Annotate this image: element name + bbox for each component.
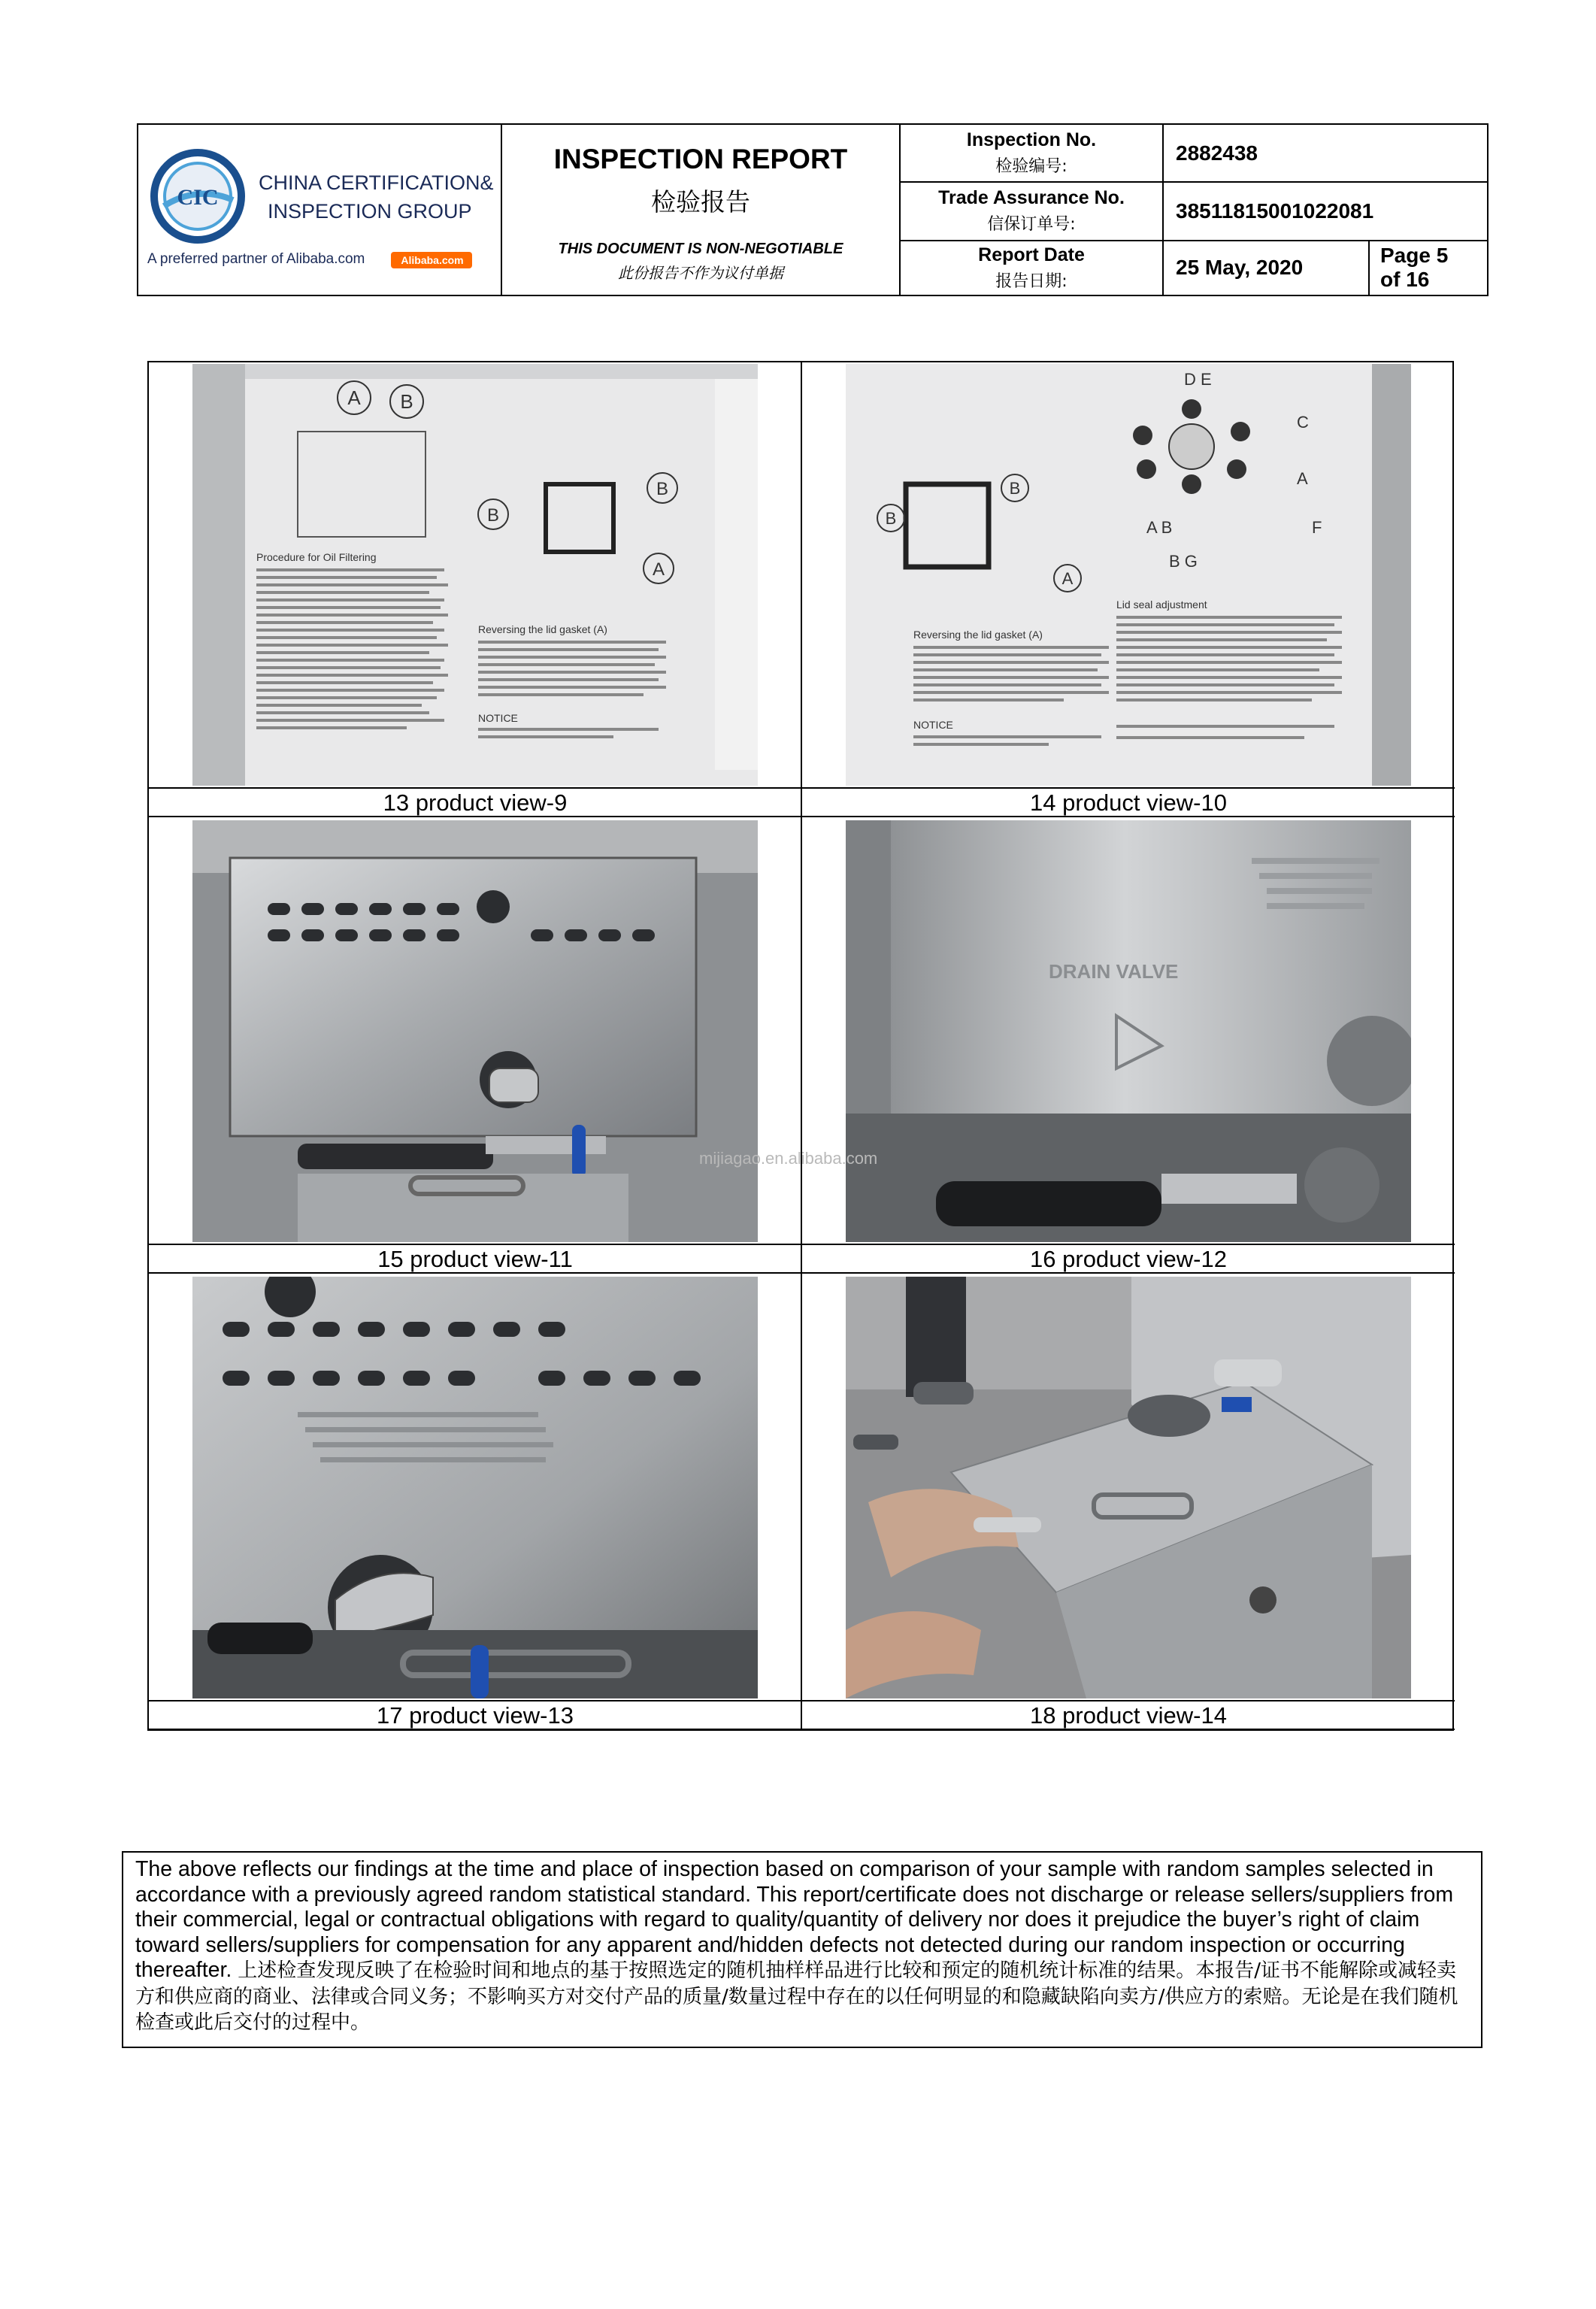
svg-text:B: B xyxy=(656,479,669,499)
report-header xyxy=(137,123,1488,296)
svg-text:DRAIN VALVE: DRAIN VALVE xyxy=(1049,960,1179,983)
report-title: INSPECTION REPORT xyxy=(553,143,848,174)
svg-text:NOTICE: NOTICE xyxy=(478,712,518,724)
product-photo-9 xyxy=(192,364,758,786)
inspection-no-value: 2882438 xyxy=(1176,141,1258,165)
cic-logo-icon xyxy=(149,147,247,245)
svg-text:A B: A B xyxy=(1146,518,1173,537)
svg-text:C: C xyxy=(1297,413,1309,432)
svg-text:A: A xyxy=(652,559,665,580)
svg-text:B: B xyxy=(1009,479,1021,498)
company-name-line1: CHINA CERTIFICATION& xyxy=(259,171,494,194)
trade-assurance-value: 38511815001022081 xyxy=(1176,198,1374,223)
svg-text:D E: D E xyxy=(1184,370,1212,389)
report-date: 25 May, 2020 xyxy=(1164,241,1370,295)
report-title-zh: 检验报告 xyxy=(651,186,750,217)
watermark: mijiagao.en.alibaba.com xyxy=(699,1149,878,1168)
svg-text:B G: B G xyxy=(1169,552,1198,571)
svg-text:B: B xyxy=(885,509,897,528)
trade-assurance-row xyxy=(901,183,1487,241)
svg-text:CIC: CIC xyxy=(177,185,219,210)
report-title-block xyxy=(502,125,901,295)
non-negotiable-notice-zh: 此份报告不作为议付单据 xyxy=(618,263,783,282)
svg-text:Lid seal adjustment: Lid seal adjustment xyxy=(1116,598,1207,611)
report-date-row xyxy=(901,241,1487,295)
disclaimer-text-en: The above reflects our findings at the time and place of inspection based on comparison of your sample with random samples selected in accordance with a previously agreed random statistical standard. This report/certificate does not discharge or release sellers/suppliers from their commercial, legal or contractual obligations with regard to quality/quantity of delivery nor does it prejudice the buyer’s right of claim toward sellers/suppliers for compensation for any apparent and/hidden defects not detected during our random inspection or occurring thereafter. xyxy=(135,1857,1454,1982)
trade-assurance-label: Trade Assurance No. 信保订单号: xyxy=(901,183,1164,239)
page-number: Page 5 of 16 xyxy=(1380,244,1449,292)
svg-text:A: A xyxy=(1061,569,1074,588)
non-negotiable-notice: THIS DOCUMENT IS NON-NEGOTIABLE xyxy=(558,240,843,257)
company-logo-block xyxy=(138,125,502,295)
report-meta-table xyxy=(901,125,1487,295)
alibaba-logo-icon xyxy=(391,250,474,271)
svg-text:Reversing the lid gasket (A): Reversing the lid gasket (A) xyxy=(478,623,607,635)
svg-text:F: F xyxy=(1312,518,1322,537)
disclaimer-text-zh: 上述检查发现反映了在检验时间和地点的基于按照选定的随机抽样样品进行比较和预定的随机统计标准的结果。本报告/证书不能解除或减轻卖方和供应商的商业、法律或合同义务；不影响买方对交付产品的质量/数量过程中存在的以任何明显的和隐藏缺陷向卖方/供应方的索赔。无论是在我们随机检查或此后交付的过程中。 xyxy=(135,1959,1458,2034)
svg-text:A: A xyxy=(1297,469,1308,488)
product-photo-10 xyxy=(846,364,1411,786)
svg-text:Reversing the lid gasket (A): Reversing the lid gasket (A) xyxy=(913,629,1043,641)
inspection-no-label: Inspection No. 检验编号: xyxy=(901,125,1164,181)
svg-text:NOTICE: NOTICE xyxy=(913,719,953,731)
partner-text: A preferred partner of Alibaba.com xyxy=(147,251,365,267)
svg-text:B: B xyxy=(400,390,413,413)
company-name-line2: INSPECTION GROUP xyxy=(268,200,472,223)
photo-caption: 14 product view-10 xyxy=(802,787,1455,817)
svg-text:A: A xyxy=(347,386,361,409)
photo-caption: 18 product view-14 xyxy=(802,1700,1455,1730)
product-photo-11 xyxy=(192,820,758,1242)
report-date-label: Report Date 报告日期: xyxy=(901,241,1164,295)
photo-caption: 15 product view-11 xyxy=(149,1244,801,1274)
photo-caption: 17 product view-13 xyxy=(149,1700,801,1730)
svg-text:Alibaba.com: Alibaba.com xyxy=(401,254,464,266)
disclaimer-box xyxy=(122,1851,1482,2048)
product-photo-14 xyxy=(846,1277,1411,1698)
photo-caption: 16 product view-12 xyxy=(802,1244,1455,1274)
product-photo-13 xyxy=(192,1277,758,1698)
photo-caption: 13 product view-9 xyxy=(149,787,801,817)
svg-text:B: B xyxy=(486,505,500,526)
inspection-no-row xyxy=(901,125,1487,183)
report-date-value xyxy=(1164,241,1487,295)
svg-text:Procedure for Oil Filtering: Procedure for Oil Filtering xyxy=(256,551,377,563)
product-photo-12 xyxy=(846,820,1411,1242)
photo-grid xyxy=(147,361,1454,1731)
